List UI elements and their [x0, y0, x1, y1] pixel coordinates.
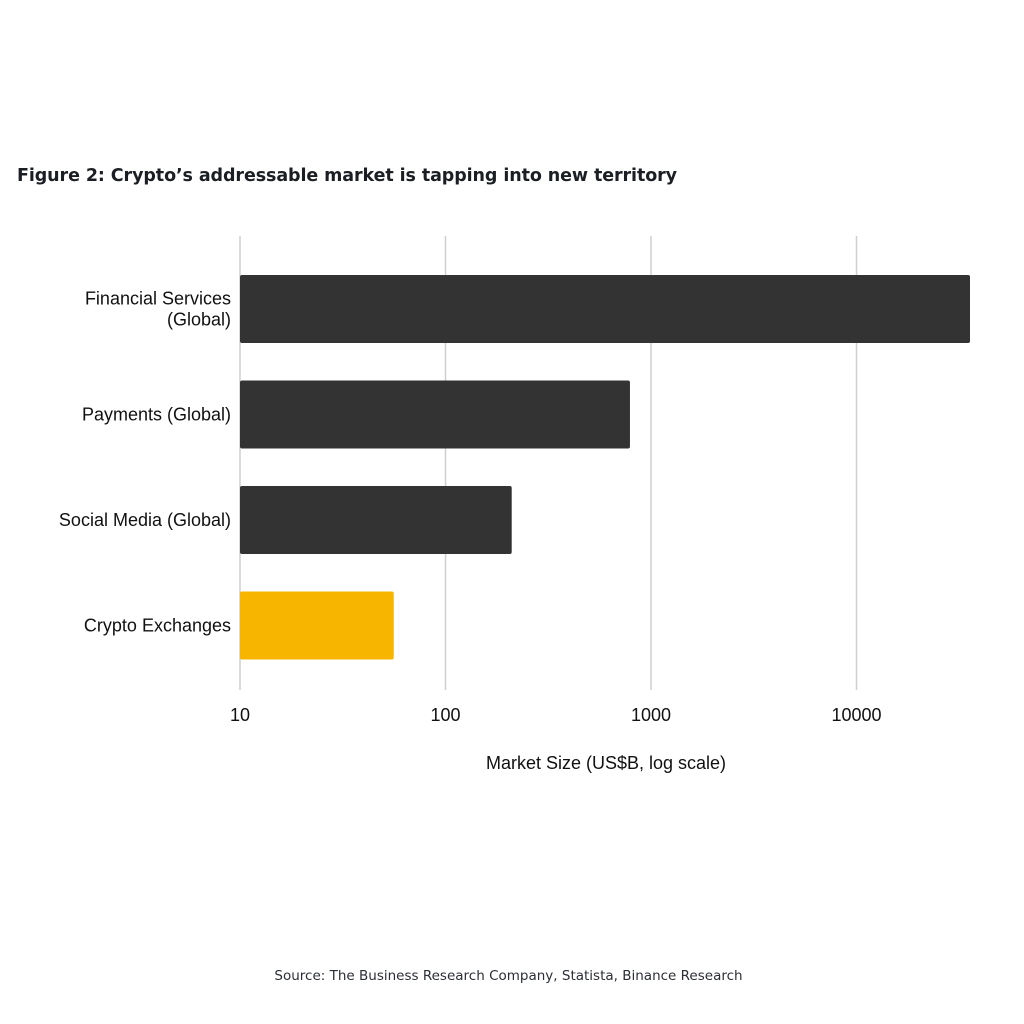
category-label-line: Financial Services: [84, 288, 231, 309]
bar: [240, 486, 512, 554]
x-tick-label: 1000: [630, 705, 672, 725]
bar: [240, 381, 630, 449]
figure-title: Figure 2: Crypto’s addressable market is tapping into new territory: [17, 166, 677, 186]
category-label-line: Crypto Exchanges: [83, 615, 231, 636]
category-label-line: Social Media (Global): [58, 510, 231, 530]
bars: [240, 275, 970, 660]
x-tick-labels: [230, 705, 882, 725]
x-tick-label: 100: [430, 705, 461, 725]
x-axis-title: Market Size (US$B, log scale): [485, 753, 727, 773]
x-tick-label: 10: [229, 705, 251, 725]
category-labels: [59, 289, 231, 636]
category-label: [82, 405, 231, 425]
source-note: Source: The Business Research Company, Statista, Binance Research: [274, 968, 743, 984]
category-label: [59, 510, 231, 530]
bar: [240, 592, 394, 660]
category-label-line: (Global): [166, 309, 231, 330]
x-tick-label: 10000: [831, 705, 882, 725]
category-label: [85, 289, 231, 330]
bar: [240, 275, 970, 343]
category-label-line: Payments (Global): [81, 404, 231, 425]
category-label: [84, 616, 231, 636]
